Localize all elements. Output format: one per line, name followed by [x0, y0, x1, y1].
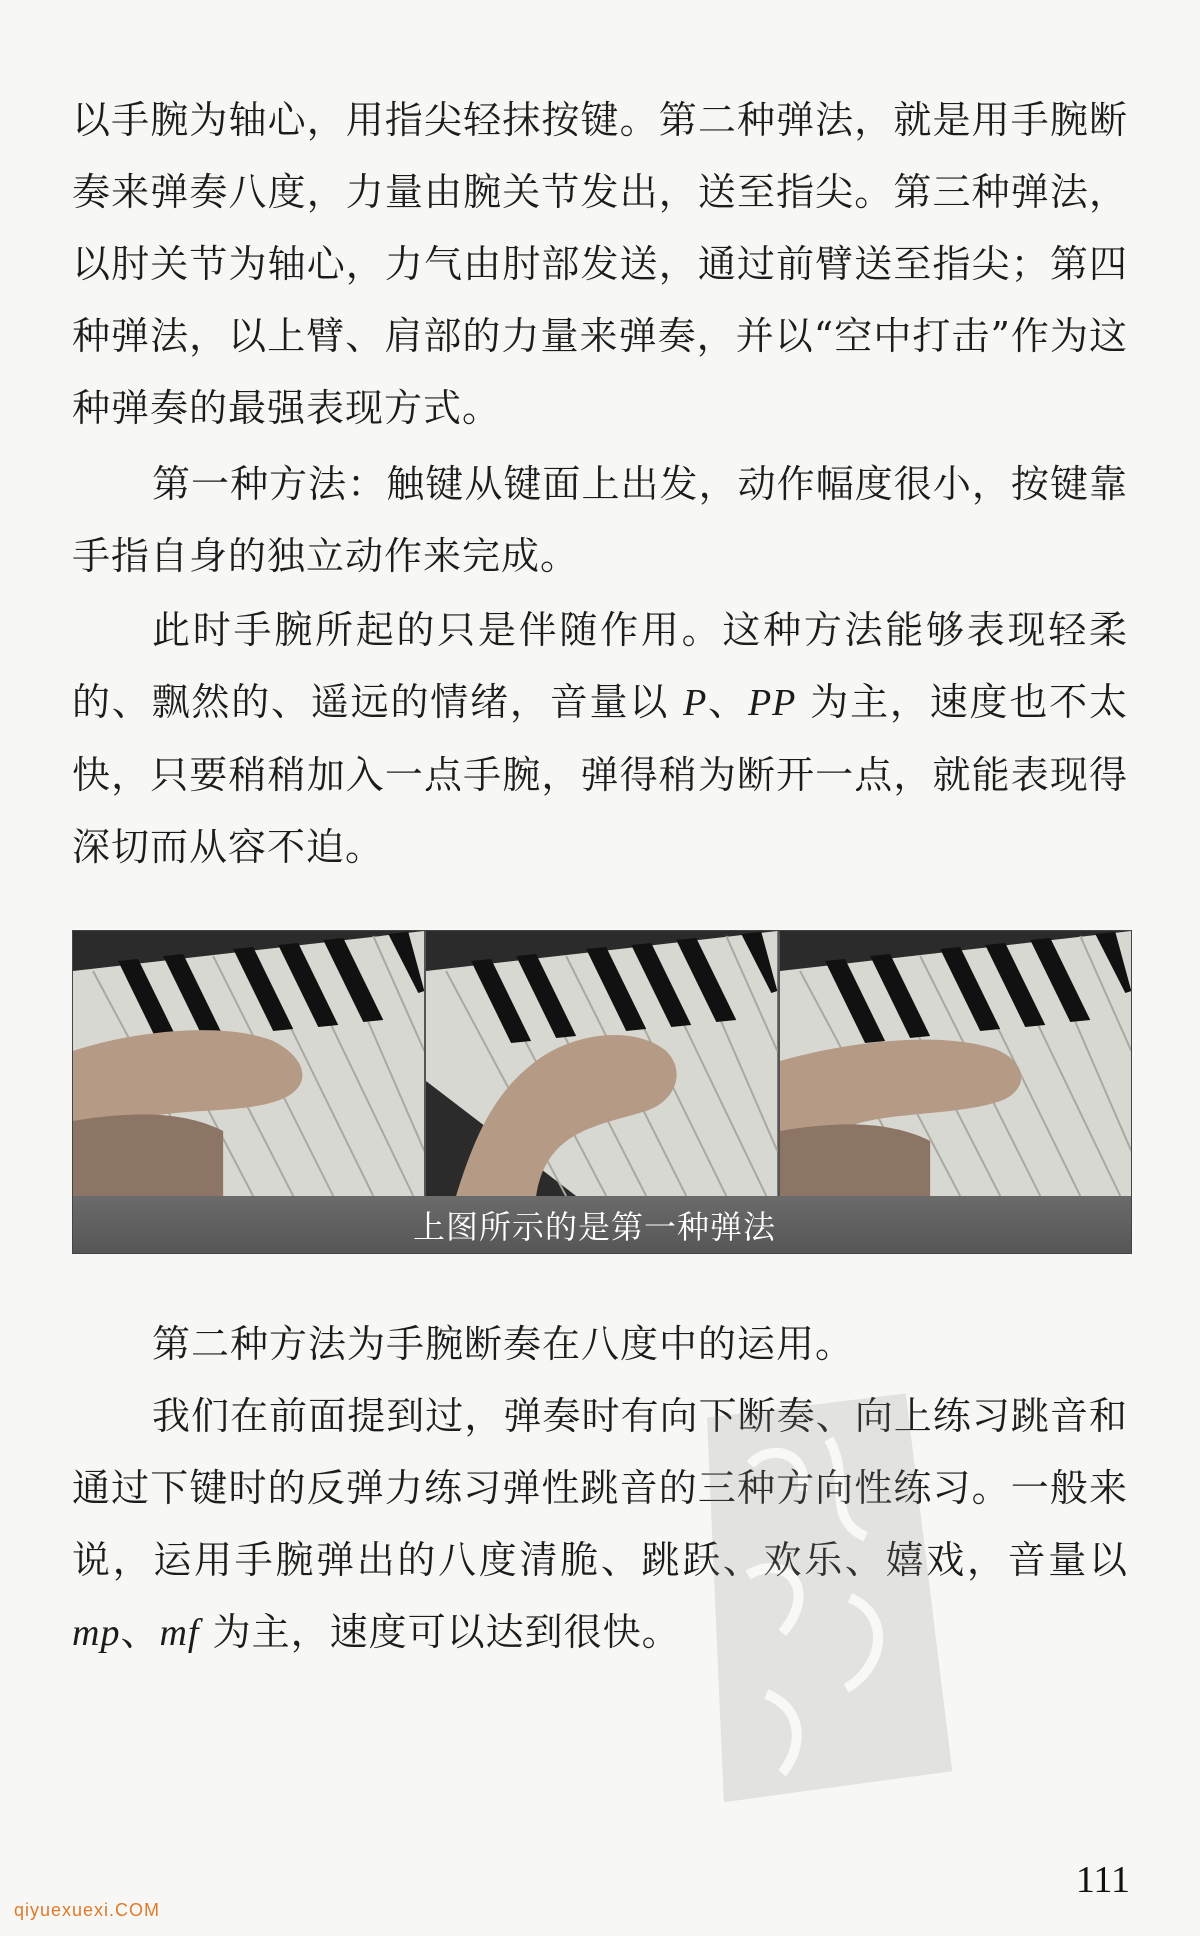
piano-hand-photo-2	[426, 931, 777, 1196]
figure-piano-hands	[72, 930, 1132, 1254]
separator: 、	[707, 680, 748, 724]
piano-hand-photo-3	[780, 931, 1131, 1196]
paragraph-staccato-practice	[72, 1380, 1128, 1669]
paragraph-text: 为主，速度可以达到很快。	[212, 1610, 681, 1654]
library-stamp-watermark	[676, 1391, 963, 1808]
site-watermark: qiyuexuexi.COM	[14, 1900, 161, 1920]
paragraph-text: 此时手腕所起的只是伴随作用。这种方法能够表现轻柔的、飘然的、遥远的情绪，音量以	[72, 608, 1128, 724]
photo-strip	[73, 931, 1131, 1196]
figure-caption: 上图所示的是第一种弹法	[413, 1207, 777, 1246]
dynamic-marking: P	[683, 682, 708, 724]
paragraph-continuation: 以手腕为轴心，用指尖轻抹按键。第二种弹法，就是用手腕断奏来弹奏八度，力量由腕关节发出，送至指尖。第三种弹法，以肘关节为轴心，力气由肘部发送，通过前臂送至指尖；第四种弹法，以上臂、肩部的力量来弹奏，并以“空中打击”作为这种弹奏的最强表现方式。	[72, 98, 1128, 430]
piano-hand-photo-1	[73, 931, 424, 1196]
paragraph-method-one: 第一种方法：触键从键面上出发，动作幅度很小，按键靠手指自身的独立动作来完成。	[72, 462, 1128, 578]
figure-caption-bar	[73, 1196, 1131, 1253]
paragraph-text: 我们在前面提到过，弹奏时有向下断奏、向上练习跳音和通过下键时的反弹力练习弹性跳音的三种方向性练习。一般来说，运用手腕弹出的八度清脆、跳跃、欢乐、嬉戏，音量以	[72, 1394, 1128, 1582]
separator: 、	[120, 1610, 160, 1654]
dynamic-marking: mf	[159, 1612, 200, 1654]
paragraph-method-two: 第二种方法为手腕断奏在八度中的运用。	[152, 1322, 855, 1366]
paragraph-text: 为主，速度也不太快，只要稍稍加入一点手腕，弹得稍为断开一点，就能表现得深切而从容不迫。	[72, 680, 1128, 869]
paragraph-wrist-role	[72, 594, 1128, 883]
page-number: 111	[1075, 1859, 1130, 1901]
dynamic-marking: PP	[747, 682, 797, 724]
dynamic-marking: mp	[72, 1612, 121, 1654]
